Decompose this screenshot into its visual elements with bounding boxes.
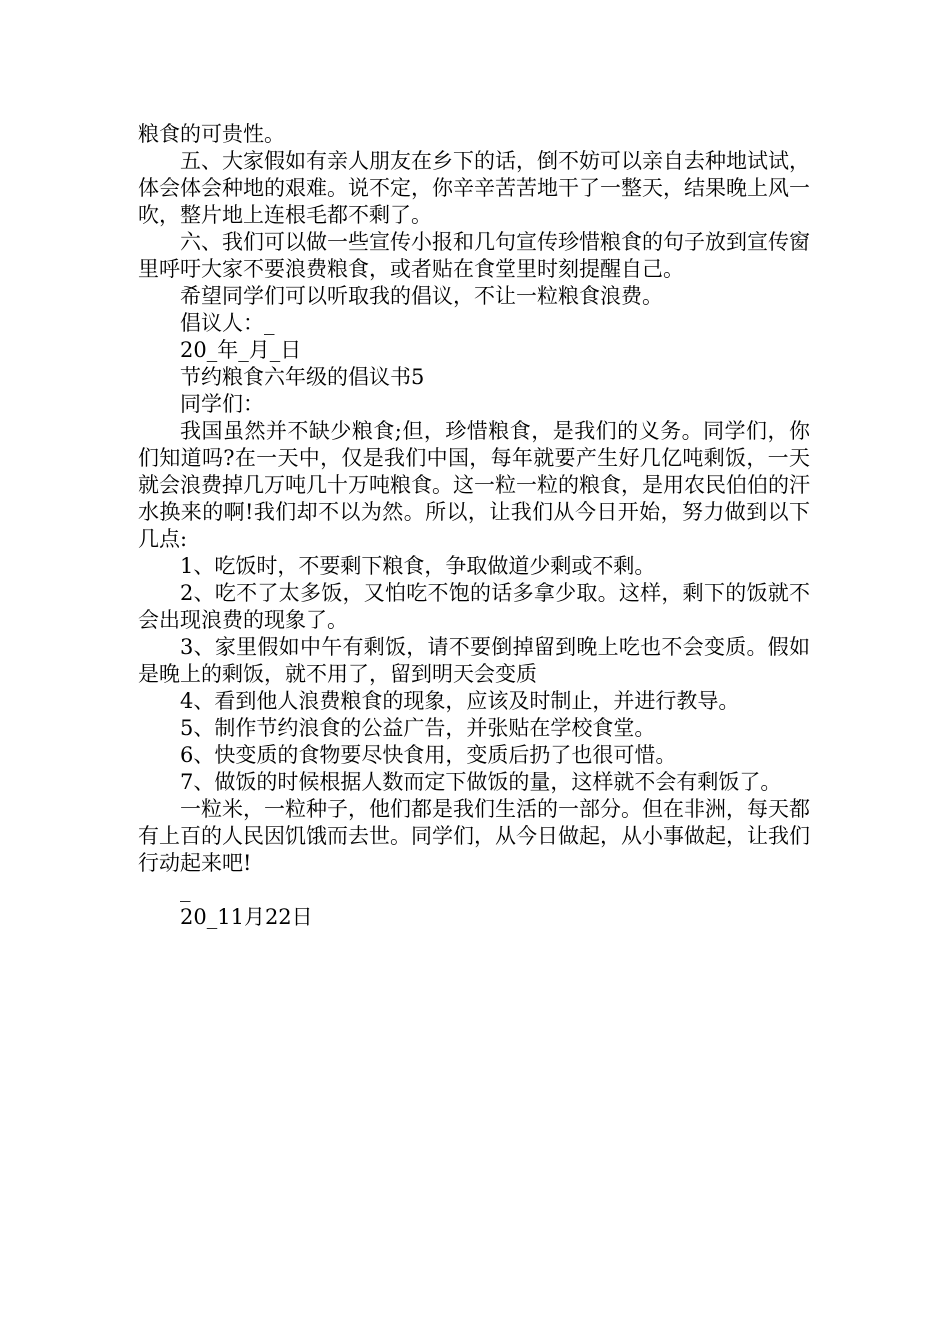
date-line: 20_年_月_日 [180, 338, 302, 362]
section-title: 节约粮食六年级的倡议书5 [180, 365, 425, 389]
list-item-3: 3、家里假如中午有剩饭，请不要倒掉留到晚上吃也不会变质。假如是晚上的剩饭，就不用了，留到明天会变质 [138, 635, 810, 686]
paragraph-point-six: 六、我们可以做一些宣传小报和几句宣传珍惜粮食的句子放到宣传窗里呼吁大家不要浪费粮食，或者贴在食堂里时刻提醒自己。 [138, 230, 810, 281]
list-item-5: 5、制作节约浪食的公益广告，并张贴在学校食堂。 [180, 716, 656, 740]
salutation: 同学们： [180, 392, 264, 416]
proposer-line: 倡议人：_ [180, 311, 275, 335]
paragraph-continuation: 粮食的可贵性。 [138, 122, 285, 146]
paragraph-closing-hope: 希望同学们可以听取我的倡议，不让一粒粮食浪费。 [180, 284, 663, 308]
signature-placeholder: _ [180, 878, 191, 902]
list-item-4: 4、看到他人浪费粮食的现象，应该及时制止，并进行教导。 [180, 689, 740, 713]
list-item-6: 6、快变质的食物要尽快食用，变质后扔了也很可惜。 [180, 743, 677, 767]
list-item-7: 7、做饭的时候根据人数而定下做饭的量，这样就不会有剩饭了。 [180, 770, 782, 794]
paragraph-intro: 我国虽然并不缺少粮食;但，珍惜粮食，是我们的义务。同学们，你们知道吗?在一天中，仅是我们中国，每年就要产生好几亿吨剩饭，一天就会浪费掉几万吨几十万吨粮食。这一粒一粒的粮食，是用农民伯伯的汗水换来的啊!我们却不以为然。所以，让我们从今日开始，努力做到以下几点: [138, 419, 810, 551]
list-item-2: 2、吃不了太多饭，又怕吃不饱的话多拿少取。这样，剩下的饭就不会出现浪费的现象了。 [138, 581, 810, 632]
closing-date: 20_11月22日 [180, 905, 313, 929]
document-body [138, 121, 810, 931]
paragraph-conclusion: 一粒米，一粒种子，他们都是我们生活的一部分。但在非洲，每天都有上百的人民因饥饿而去世。同学们，从今日做起，从小事做起，让我们行动起来吧! [138, 797, 810, 875]
list-item-1: 1、吃饭时，不要剩下粮食，争取做道少剩或不剩。 [180, 554, 656, 578]
paragraph-point-five: 五、大家假如有亲人朋友在乡下的话，倒不妨可以亲自去种地试试，体会体会种地的艰难。说不定，你辛辛苦苦地干了一整天，结果晚上风一吹，整片地上连根毛都不剩了。 [138, 149, 810, 227]
